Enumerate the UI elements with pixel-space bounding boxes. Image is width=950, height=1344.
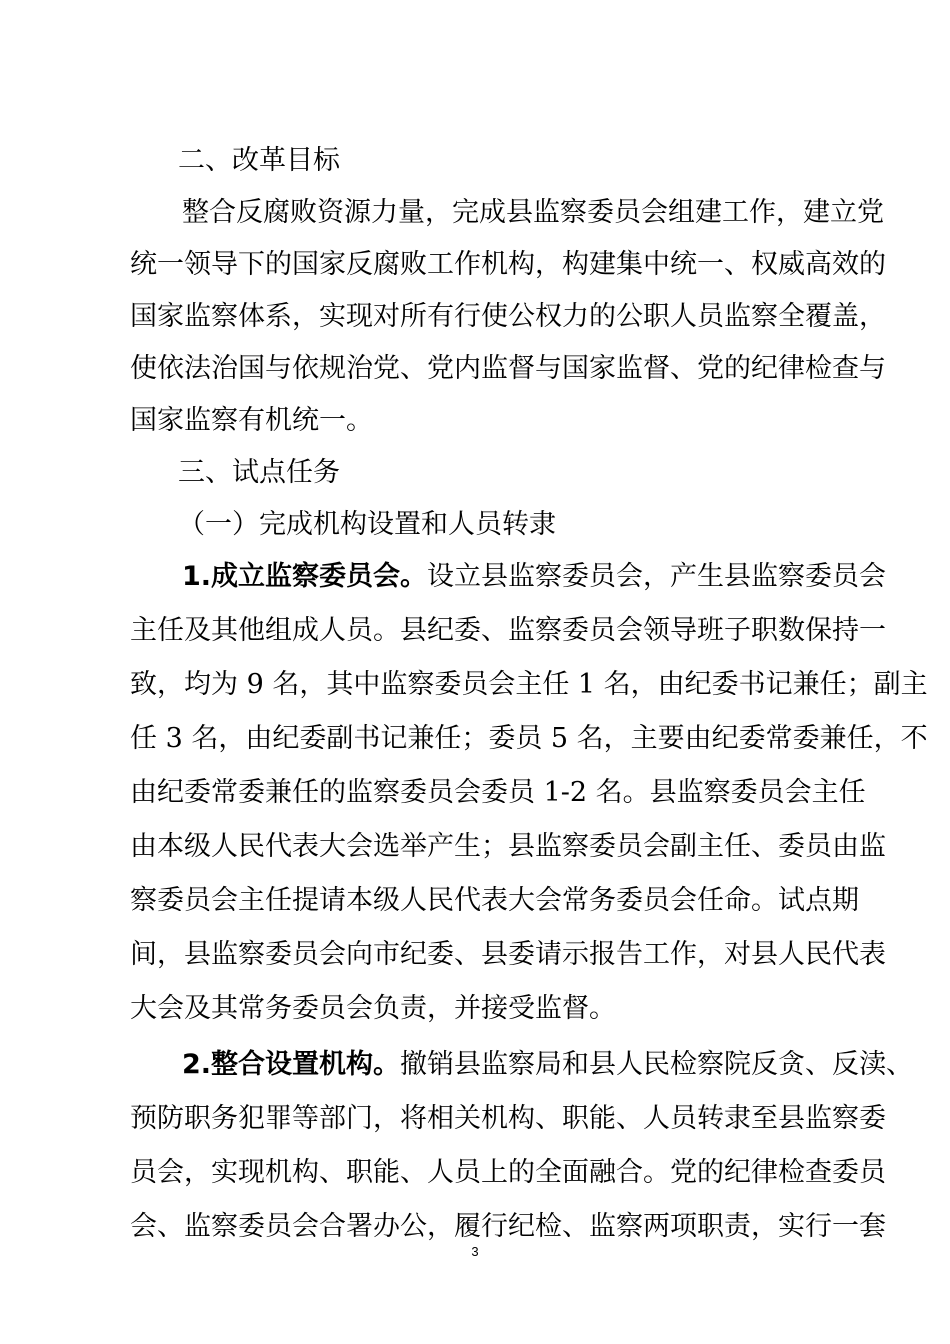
- page-number: 3: [471, 1244, 479, 1259]
- paragraph-line: 任 3 名，由纪委副书记兼任；委员 5 名，主要由纪委常委兼任，不: [130, 723, 928, 754]
- paragraph-line: 员会，实现机构、职能、人员上的全面融合。党的纪律检查委员: [130, 1157, 886, 1188]
- paragraph-line: 整合反腐败资源力量，完成县监察委员会组建工作，建立党: [182, 197, 884, 228]
- paragraph-line: 统一领导下的国家反腐败工作机构，构建集中统一、权威高效的: [130, 249, 886, 280]
- paragraph-line: 间，县监察委员会向市纪委、县委请示报告工作，对县人民代表: [130, 939, 886, 970]
- paragraph-line: 由本级人民代表大会选举产生；县监察委员会副主任、委员由监: [130, 831, 886, 862]
- item-1-text: 设立县监察委员会，产生县监察委员会: [427, 561, 887, 592]
- paragraph-line: 致，均为 9 名，其中监察委员会主任 1 名，由纪委书记兼任；副主: [130, 669, 928, 700]
- section-heading-reform-goals: 二、改革目标: [178, 145, 340, 176]
- item-2-title: 2.整合设置机构。: [182, 1049, 401, 1080]
- paragraph-line: 察委员会主任提请本级人民代表大会常务委员会任命。试点期: [130, 885, 859, 916]
- subsection-heading: （一）完成机构设置和人员转隶: [178, 509, 556, 540]
- paragraph-line: 预防职务犯罪等部门，将相关机构、职能、人员转隶至县监察委: [130, 1103, 886, 1134]
- paragraph-line: 由纪委常委兼任的监察委员会委员 1-2 名。县监察委员会主任: [130, 777, 866, 808]
- paragraph-line: 大会及其常务委员会负责，并接受监督。: [130, 993, 616, 1024]
- paragraph-line: 国家监察体系，实现对所有行使公权力的公职人员监察全覆盖，: [130, 301, 886, 332]
- item-2-text: 撤销县监察局和县人民检察院反贪、反渎、: [400, 1049, 914, 1080]
- paragraph-line: 国家监察有机统一。: [130, 405, 373, 436]
- item-1-first-line: [182, 550, 887, 604]
- paragraph-line: 主任及其他组成人员。县纪委、监察委员会领导班子职数保持一: [130, 615, 886, 646]
- section-heading-pilot-tasks: 三、试点任务: [178, 457, 340, 488]
- paragraph-line: 会、监察委员会合署办公，履行纪检、监察两项职责，实行一套: [130, 1211, 886, 1242]
- paragraph-line: 使依法治国与依规治党、党内监督与国家监督、党的纪律检查与: [130, 353, 886, 384]
- item-1-title: 1.成立监察委员会。: [182, 561, 428, 592]
- item-2-first-line: [182, 1038, 914, 1092]
